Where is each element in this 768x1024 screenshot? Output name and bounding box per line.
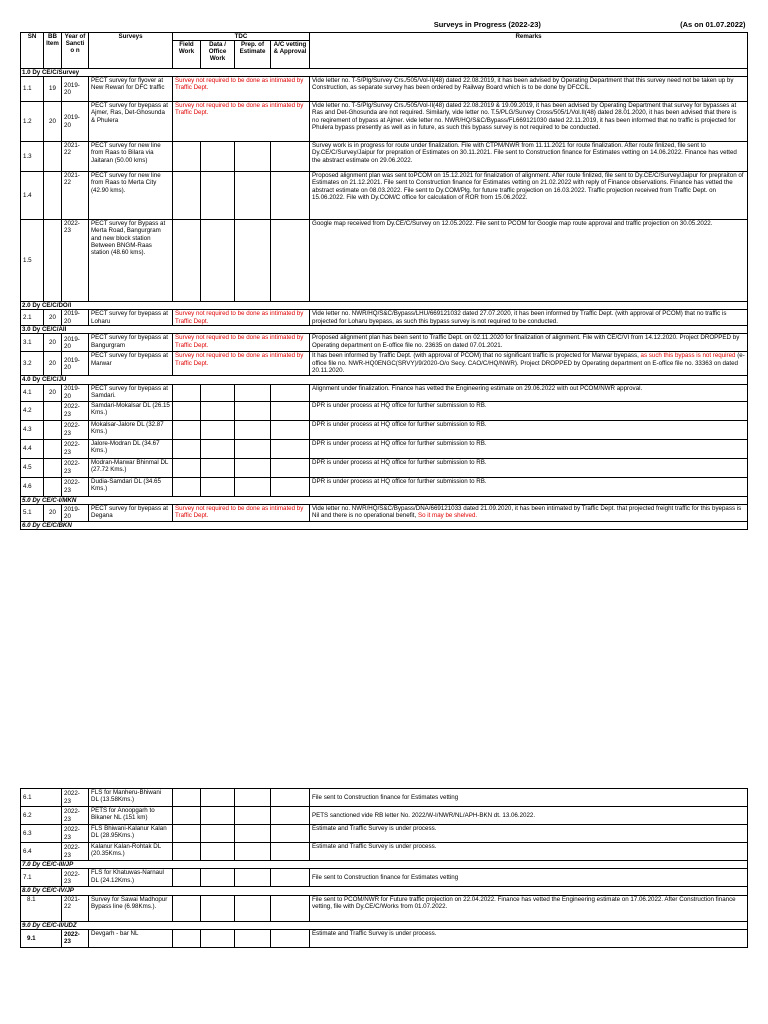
report-title: Surveys in Progress (2022-23) <box>433 21 541 29</box>
survey-cell: PECT survey for Bypass at Merta Road, Bangurgram and new block station Between BNGM-Raas station (48.60 kms). <box>89 220 173 302</box>
year-cell: 2019-20 <box>62 505 89 522</box>
remarks-cell: PETS sanctioned vide RB letter No. 2022/W-I/NWR/NL/APH-BKN dt. 13.06.2022. <box>310 807 748 825</box>
table-row <box>21 789 748 807</box>
sn-cell: 7.1 <box>21 869 62 887</box>
section-heading: 4.0 Dy CE/C/JU <box>21 376 748 384</box>
table-row <box>21 825 748 843</box>
survey-cell: PECT survey for flyover at New Rewari for DFC traffic <box>89 77 173 102</box>
sn-cell: 3.2 <box>21 352 44 376</box>
section-heading: 8.0 Dy CE/C-IV/JP <box>21 887 748 895</box>
table-row <box>21 420 748 439</box>
year-cell: 2022-23 <box>62 477 89 496</box>
year-cell: 2022-23 <box>62 807 89 825</box>
col-field-work: Field Work <box>173 40 201 68</box>
col-data-office: Data / Office Work <box>201 40 235 68</box>
survey-cell: PECT survey for byepass at Degana <box>89 505 173 522</box>
sn-cell: 4.5 <box>21 458 44 477</box>
year-cell: 2022-23 <box>62 843 89 861</box>
remarks-cell: Estimate and Traffic Survey is under process. <box>310 825 748 843</box>
sn-cell: 1.4 <box>21 172 44 220</box>
remarks-cell: Proposed alignment plan has been sent to Traffic Dept. on 02.11.2020 for finalization of alignment. File with CE/C/VI from 14.12.2020. Project DROPPED by Operating department on E-office file no. 23635 on dated 07.01.2021. <box>310 334 748 352</box>
table-row <box>21 807 748 825</box>
tdc-note: Survey not required to be done as intimated by Traffic Dept. <box>173 102 310 142</box>
sn-cell: 1.2 <box>21 102 44 142</box>
sn-cell: 8.1 <box>21 895 62 921</box>
remarks-cell: DPR is under process at HQ office for further submission to RB. <box>310 420 748 439</box>
survey-cell: FLS for Manheru-Bhiwani DL (13.58Kms.) <box>89 789 173 807</box>
survey-cell: FLS Bhiwani-Kalanur Kalan DL (28.95Kms.) <box>89 825 173 843</box>
survey-cell: Modran-Marwar Bhinmal DL (27.72 Kms.) <box>89 458 173 477</box>
table-row <box>21 142 748 172</box>
sn-cell: 9.1 <box>21 929 62 947</box>
survey-cell: Dudia-Samdari DL (34.65 Kms.) <box>89 477 173 496</box>
survey-cell: PECT survey for byepass at Ajmer, Ras, Det-Ghosunda & Phulera <box>89 102 173 142</box>
year-cell: 2021-22 <box>62 172 89 220</box>
remarks-cell: Vide letter no. T-5/Plg/Survey Crs./505/Vol-II(48) dated 22.08.2019, it has been advised by Operating Department that this survey need not be taken up by Construction, as separate survey has been ordered by Railway Board which is to be done by DFCCIL. <box>310 77 748 102</box>
survey-cell: PECT survey for byepass at Loharu <box>89 310 173 326</box>
survey-cell: PECT survey for new line from Raas to Bilara via Jaitaran (50.00 kms) <box>89 142 173 172</box>
remarks-highlight: as such this bypass is not required <box>640 352 736 360</box>
remarks-cell: Survey work is in progress for route under finalization. File with CTPM/NWR from 11.11.2021 for route finalization. After route finlized, file sent to Dy.CE/C/Survey/Jaipur for prepration of Estimates on 30.11.2021. File sent to Construction finance for Estimates vetting on 14.06.2022. Finance has vetted the abstract estimate on 29.06.2022. <box>310 142 748 172</box>
remarks-cell: Proposed alignment plan was sent toPCOM on 15.12.2021 for finalization of alignment. After route finlized, file sent to Dy.CE/C/Survey/Jaipur for prepraiton of Estimates on 21.12.2021. File sent to Construction finance for Estimates vetting on 21.02.2022 with reply of Finance observations. Finance has vetted the abstract estimate on 08.03.2022. File sent to Dy.COM/Plg. for future traffic projection on 16.03.2022. Traffic projection received from Traffic Dept. on 15.06.2022. File with Dy.COM/C office for calculation of ROR from 15.06.2022. <box>310 172 748 220</box>
bb-cell: 19 <box>44 77 62 102</box>
col-surveys: Surveys <box>89 32 173 68</box>
year-cell: 2019-20 <box>62 384 89 401</box>
table-row <box>21 458 748 477</box>
remarks-cell: Vide letter no. T-5/Plg/Survey Crs./505/Vol-II(48) dated 22.08.2019 & 19.09.2019, it has been advised by Operating Department that survey for bypasses at Ras and Det-Ghosunda are not required. Similarly, vide letter no. T.5/PLG/Survey Cross/505/1/Vol.II(48) dated 28.01.2020, it has been advised that there is no reqirement of bypass at Ajmer. vide letter no. NWR/HQ/S&C/Bypass/FL669121030 dated 22.11.2019, it has been informed that no traffic is projected for Phulera bypass presently as well as in future, as such this bypass survey is not required to be conducted. <box>310 102 748 142</box>
year-cell: 2019-20 <box>62 352 89 376</box>
table-row <box>21 352 748 376</box>
sn-cell: 6.3 <box>21 825 62 843</box>
bb-cell <box>44 142 62 172</box>
survey-cell: FLS for Khatuwas-Narnaul DL (24.12Kms.) <box>89 869 173 887</box>
surveys-table-continued <box>20 788 748 948</box>
survey-cell: Jalore-Modran DL (34.67 Kms.) <box>89 439 173 458</box>
surveys-table-main <box>20 21 748 530</box>
year-cell: 2022-23 <box>62 929 89 947</box>
survey-cell: Survey for Sawai Madhopur Bypass line (6.98Kms.). <box>89 895 173 921</box>
year-cell: 2019-20 <box>62 102 89 142</box>
tdc-note: Survey not required to be done as intimated by Traffic Dept. <box>173 352 310 376</box>
section-heading: 3.0 Dy CE/C/AII <box>21 326 748 334</box>
sn-cell: 2.1 <box>21 310 44 326</box>
survey-cell: PETS for Anoopgarh to Bikaner NL (151 km) <box>89 807 173 825</box>
sn-cell: 1.3 <box>21 142 44 172</box>
remarks-cell: Google map received from Dy.CE/C/Survey on 12.05.2022. File sent to PCOM for Google map route approval and traffic projection on 30.05.2022. <box>310 220 748 302</box>
year-cell: 2022-23 <box>62 825 89 843</box>
year-cell: 2022-23 <box>62 220 89 302</box>
year-cell: 2022-23 <box>62 458 89 477</box>
section-heading: 5.0 Dy CE/C-I/MKN <box>21 496 748 504</box>
table-row <box>21 102 748 142</box>
year-cell: 2019-20 <box>62 310 89 326</box>
table-row <box>21 77 748 102</box>
col-ac-vetting: A/C vetting & Approval <box>271 40 310 68</box>
col-sn: SN <box>21 32 44 68</box>
section-heading: 1.0 Dy CE/C/Survey <box>21 68 748 76</box>
remarks-cell: DPR is under process at HQ office for further submission to RB. <box>310 401 748 420</box>
table-row <box>21 439 748 458</box>
col-prep-estimate: Prep. of Estimate <box>235 40 271 68</box>
remarks-cell: DPR is under process at HQ office for further submission to RB. <box>310 458 748 477</box>
sn-cell: 6.2 <box>21 807 62 825</box>
remarks-cell: Alignment under finalization. Finance has vetted the Engineering estimate on 29.06.2022 with out PCOM/NWR approval. <box>310 384 748 401</box>
sn-cell: 1.1 <box>21 77 44 102</box>
tdc-note: Survey not required to be done as intimated by Traffic Dept. <box>173 77 310 102</box>
section-heading: 2.0 Dy CE/C/DO/I <box>21 302 748 310</box>
sn-cell: 1.5 <box>21 220 44 302</box>
remarks-cell: Estimate and Traffic Survey is under process. <box>310 929 748 947</box>
bb-cell: 20 <box>44 352 62 376</box>
table-row <box>21 843 748 861</box>
remarks-cell: DPR is under process at HQ office for further submission to RB. <box>310 439 748 458</box>
tdc-note: Survey not required to be done as intimated by Traffic Dept. <box>173 334 310 352</box>
table-row <box>21 895 748 921</box>
table-row <box>21 172 748 220</box>
col-remarks: Remarks <box>310 32 748 68</box>
year-cell: 2022-23 <box>62 401 89 420</box>
bb-cell: 20 <box>44 334 62 352</box>
survey-cell: Mokalsar-Jalore DL (32.87 Kms.) <box>89 420 173 439</box>
sn-cell: 5.1 <box>21 505 44 522</box>
year-cell: 2019-20 <box>62 77 89 102</box>
survey-cell: Kalanur Kalan-Rohtak DL (20.35Kms.) <box>89 843 173 861</box>
table-row <box>21 869 748 887</box>
col-tdc: TDC <box>173 32 310 40</box>
tdc-note: Survey not required to be done as intimated by Traffic Dept. <box>173 505 310 522</box>
table-row <box>21 477 748 496</box>
survey-cell: Samdari-Mokalsar DL (26.15 Kms.) <box>89 401 173 420</box>
year-cell: 2022-23 <box>62 420 89 439</box>
tdc-note: Survey not required to be done as intimated by Traffic Dept. <box>173 310 310 326</box>
sn-cell: 4.1 <box>21 384 44 401</box>
survey-cell: Devgarh - bar NL <box>89 929 173 947</box>
remarks-cell: Estimate and Traffic Survey is under process. <box>310 843 748 861</box>
table-row: 4.1 20 2019-20 PECT survey for byepass at Samdari. Alignment under finalization. Finance has vetted the Engineering estimate on 29.06.2022 with out PCOM/NWR approval. <box>21 384 748 401</box>
table-row <box>21 220 748 302</box>
survey-cell: PECT survey for new line from Raas to Merta City (42.90 kms). <box>89 172 173 220</box>
year-cell: 2021-22 <box>62 142 89 172</box>
table-row <box>21 310 748 326</box>
bb-cell <box>44 172 62 220</box>
survey-cell: PECT survey for byepass at Bangurgram <box>89 334 173 352</box>
col-year: Year of Sanctio n <box>62 32 89 68</box>
survey-cell: PECT survey for byepass at Samdari. <box>89 384 173 401</box>
remarks-highlight: So it may be shelved. <box>417 512 478 520</box>
section-heading: 9.0 Dy CE/C-II/UDZ <box>21 921 748 929</box>
year-cell: 2021-22 <box>62 895 89 921</box>
bb-cell <box>44 220 62 302</box>
bb-cell: 20 <box>44 310 62 326</box>
section-heading: 6.0 Dy CE/C/BKN <box>21 522 748 530</box>
sn-cell: 6.4 <box>21 843 62 861</box>
remarks-cell: DPR is under process at HQ office for further submission to RB. <box>310 477 748 496</box>
bb-cell: 20 <box>44 505 62 522</box>
col-bb-item: BB Item <box>44 32 62 68</box>
year-cell: 2019-20 <box>62 334 89 352</box>
sn-cell: 3.1 <box>21 334 44 352</box>
remarks-cell: Vide letter no. NWR/HQ/S&C/Bypass/DNA/669121033 dated 21.09.2020, it has been intimated by Traffic Dept. that projected freight traffic for this byepass is Nil and there is no operational benefit, So it may be shelved. <box>310 505 748 522</box>
sn-cell: 4.4 <box>21 439 44 458</box>
remarks-cell: File sent to PCOM/NWR for Future traffic projection on 22.04.2022. Finance has vetted the Engineering estimate on 17.06.2022. After Construction finance vetting, file with Dy.CE/C/Works from 01.07.2022. <box>310 895 748 921</box>
year-cell: 2022-23 <box>62 789 89 807</box>
remarks-cell: Vide letter no. NWR/HQ/S&C/Bypass/LHU/669121032 dated 27.07.2020, it has been informed by Traffic Dept. (with approval of PCOM) that no traffic is projected for Loharu byepass, as such this bypass survey is not required to be conducted. <box>310 310 748 326</box>
as-on-date: (As on 01.07.2022) <box>680 21 746 29</box>
sn-cell: 4.6 <box>21 477 44 496</box>
sn-cell: 4.3 <box>21 420 44 439</box>
remarks-cell: File sent to Construction finance for Estimates vetting <box>310 789 748 807</box>
bb-cell: 20 <box>44 102 62 142</box>
table-row <box>21 929 748 947</box>
year-cell: 2022-23 <box>62 439 89 458</box>
sn-cell: 4.2 <box>21 401 44 420</box>
table-row <box>21 334 748 352</box>
year-cell: 2022-23 <box>62 869 89 887</box>
table-row <box>21 505 748 522</box>
table-row <box>21 401 748 420</box>
remarks-cell: File sent to Construction finance for Estimates vetting <box>310 869 748 887</box>
section-heading: 7.0 Dy CE/C-III/JP <box>21 861 748 869</box>
remarks-cell: It has been informed by Traffic Dept. (with approval of PCOM) that no significant traffic is projected for Marwar byepass, as such this bypass is not required (e-office file no. NWR-HQ0ENGC(SRVY)/9/2020-O/o Secy. CAO/C/HQ/NWR). Project DROPPED by Operating department on E-office file no. 33363 on dated 20.11.2020. <box>310 352 748 376</box>
survey-cell: PECT survey for byepass at Marwar <box>89 352 173 376</box>
sn-cell: 6.1 <box>21 789 62 807</box>
